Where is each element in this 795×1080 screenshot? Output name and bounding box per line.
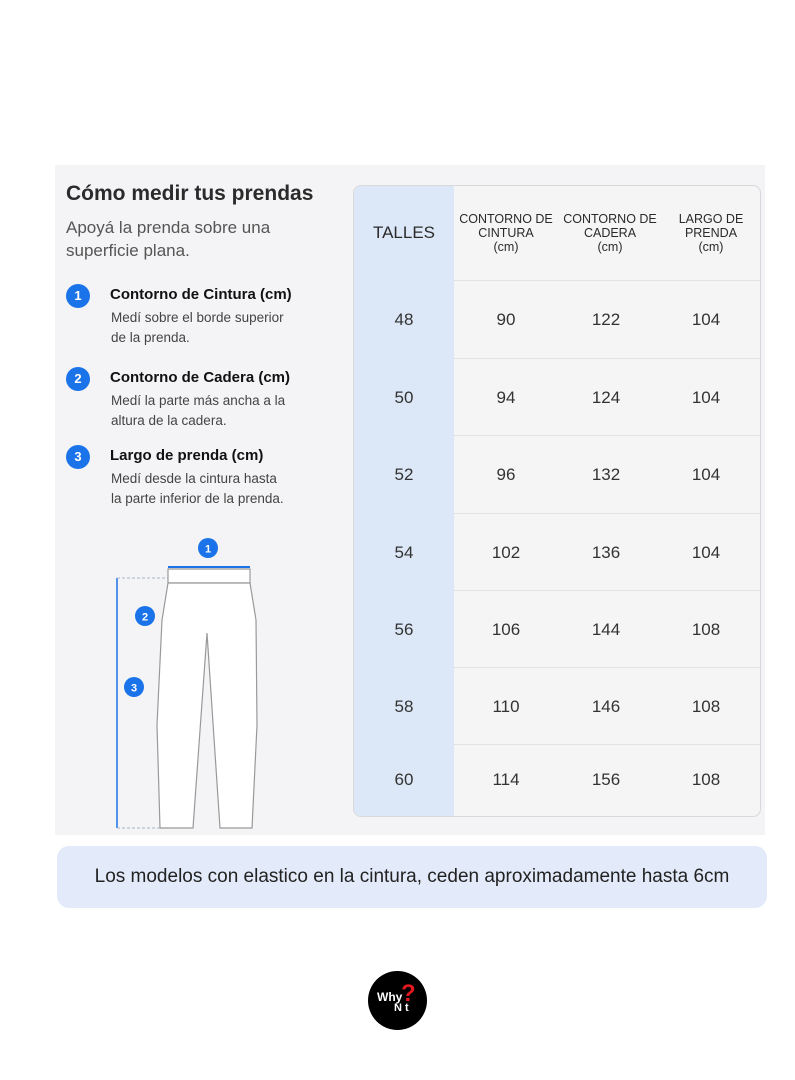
cell-largo: 104 xyxy=(691,310,721,329)
guide-subtitle: Apoyá la prenda sobre una superficie plana. xyxy=(66,218,271,260)
cell-cintura: 110 xyxy=(492,697,520,716)
cell-cadera: 122 xyxy=(591,310,621,329)
cell-cintura: 90 xyxy=(496,310,516,329)
cell-cintura: 106 xyxy=(491,620,521,639)
cell-cadera: 136 xyxy=(591,543,621,562)
header-largo: LARGO DE PRENDA (cm) xyxy=(678,212,744,254)
guide-title: Cómo medir tus prendas xyxy=(66,182,314,205)
table-row xyxy=(354,744,760,817)
cell-cadera: 132 xyxy=(591,465,621,484)
cell-largo: 104 xyxy=(691,388,721,407)
cell-largo: 108 xyxy=(691,620,721,639)
svg-text:2: 2 xyxy=(141,611,149,624)
elastic-note: Los modelos con elastico en la cintura, ceden aproximadamente hasta 6cm xyxy=(57,846,767,908)
table-row xyxy=(354,358,760,435)
cell-largo: 108 xyxy=(691,770,721,789)
table-row xyxy=(354,513,760,590)
cell-largo: 104 xyxy=(691,543,721,562)
cell-talle: 56 xyxy=(394,620,414,639)
why-not-logo: Why ? N t xyxy=(368,971,427,1030)
pants-waistband xyxy=(168,569,250,583)
table-row xyxy=(354,280,760,357)
step-title: Contorno de Cintura (cm) xyxy=(110,286,292,303)
marker-2 xyxy=(135,606,155,626)
cell-talle: 52 xyxy=(394,465,414,484)
marker-1 xyxy=(198,538,218,558)
cell-largo: 104 xyxy=(691,465,721,484)
cell-talle: 48 xyxy=(394,310,414,329)
cell-talle: 54 xyxy=(394,543,414,562)
cell-talle: 50 xyxy=(394,388,414,407)
cell-cadera: 144 xyxy=(591,620,621,639)
header-talles: TALLES xyxy=(372,223,436,242)
table-row xyxy=(354,435,760,512)
step-title: Contorno de Cadera (cm) xyxy=(110,369,291,386)
step-number-badge: 2 xyxy=(66,367,90,391)
cell-cadera: 124 xyxy=(591,388,621,407)
step-number-badge: 3 xyxy=(66,445,90,469)
cell-talle: 60 xyxy=(394,770,414,789)
step-title: Largo de prenda (cm) xyxy=(110,447,264,464)
cell-cadera: 146 xyxy=(591,697,621,716)
step-description: Medí desde la cintura hasta la parte inferior de la prenda. xyxy=(111,471,284,506)
step-number-badge: 1 xyxy=(66,284,90,308)
svg-text:1: 1 xyxy=(204,543,212,556)
cell-cintura: 114 xyxy=(492,770,520,789)
pants-diagram-illustration xyxy=(110,535,270,835)
step-description: Medí la parte más ancha a la altura de la cadera. xyxy=(111,393,286,428)
header-cintura: CONTORNO DE CINTURA (cm) xyxy=(459,212,553,254)
cell-largo: 108 xyxy=(691,697,721,716)
cell-cadera: 156 xyxy=(591,770,621,789)
cell-cintura: 94 xyxy=(496,388,516,407)
table-row xyxy=(354,590,760,667)
table-row xyxy=(354,667,760,744)
size-table xyxy=(353,185,761,817)
pants-outline xyxy=(157,583,257,828)
svg-text:3: 3 xyxy=(130,682,138,695)
cell-cintura: 102 xyxy=(491,543,521,562)
step-description: Medí sobre el borde superior de la prenda. xyxy=(111,310,284,345)
cell-talle: 58 xyxy=(394,697,414,716)
marker-3 xyxy=(124,677,144,697)
header-cadera: CONTORNO DE CADERA (cm) xyxy=(563,212,657,254)
cell-cintura: 96 xyxy=(496,465,516,484)
